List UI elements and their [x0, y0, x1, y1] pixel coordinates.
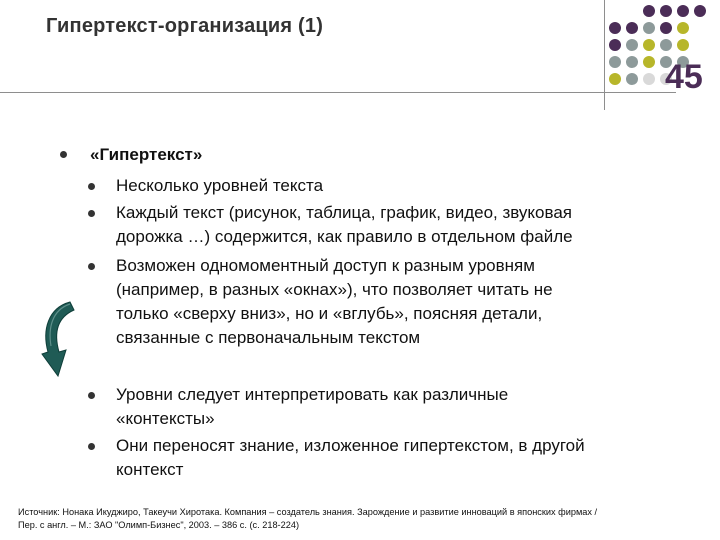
- list-item: Они переносят знание, изложенное гипертекстом, в другой контекст: [116, 436, 585, 479]
- vertical-divider: [604, 0, 605, 110]
- list-item: Возможен одномоментный доступ к разным уровням (например, в разных «окнах»), что позволяет читать не только «сверху вниз», но и «вглубь», поясняя детали, связанные с первоначальным текстом: [116, 256, 553, 347]
- decor-dot: [643, 56, 655, 68]
- bullet-dot: [60, 151, 67, 158]
- decor-dot: [660, 39, 672, 51]
- decor-dot: [609, 73, 621, 85]
- curved-arrow-icon: [40, 300, 80, 380]
- bullet-dot: [88, 443, 95, 450]
- decor-dot: [643, 22, 655, 34]
- decor-dot: [694, 5, 706, 17]
- title-divider: [0, 92, 676, 93]
- decor-dot: [643, 5, 655, 17]
- decor-dot: [643, 39, 655, 51]
- bullet-dot: [88, 183, 95, 190]
- list-item: Несколько уровней текста: [116, 176, 324, 195]
- bullet-dot: [88, 210, 95, 217]
- decor-dot: [660, 5, 672, 17]
- slide-title: Гипертекст-организация (1): [46, 15, 324, 37]
- bullet-dot: [88, 263, 95, 270]
- bullet-dot: [88, 392, 95, 399]
- slide-number: 45: [665, 58, 703, 96]
- decor-dot: [660, 22, 672, 34]
- source-footnote: Источник: Нонака Икуджиро, Такеучи Хиротака. Компания – создатель знания. Зарождение и развитие инноваций в японских фирмах / Пер. с англ. – М.: ЗАО "Олимп-Бизнес", 2003. – 386 с. (с. 218-224): [18, 507, 598, 530]
- heading-hypertext: «Гипертекст»: [90, 145, 203, 164]
- decor-dot: [609, 39, 621, 51]
- decor-dot: [677, 5, 689, 17]
- decor-dot: [677, 22, 689, 34]
- list-item: Каждый текст (рисунок, таблица, график, видео, звуковая дорожка …) содержится, как правило в отдельном файле: [116, 203, 573, 246]
- decor-dot: [626, 73, 638, 85]
- decor-dot: [677, 39, 689, 51]
- list-item: Уровни следует интерпретировать как различные «контексты»: [116, 385, 509, 428]
- decor-dot: [626, 56, 638, 68]
- decor-dot: [609, 56, 621, 68]
- decor-dot: [643, 73, 655, 85]
- decor-dot: [626, 22, 638, 34]
- decor-dot: [609, 22, 621, 34]
- decor-dot: [626, 39, 638, 51]
